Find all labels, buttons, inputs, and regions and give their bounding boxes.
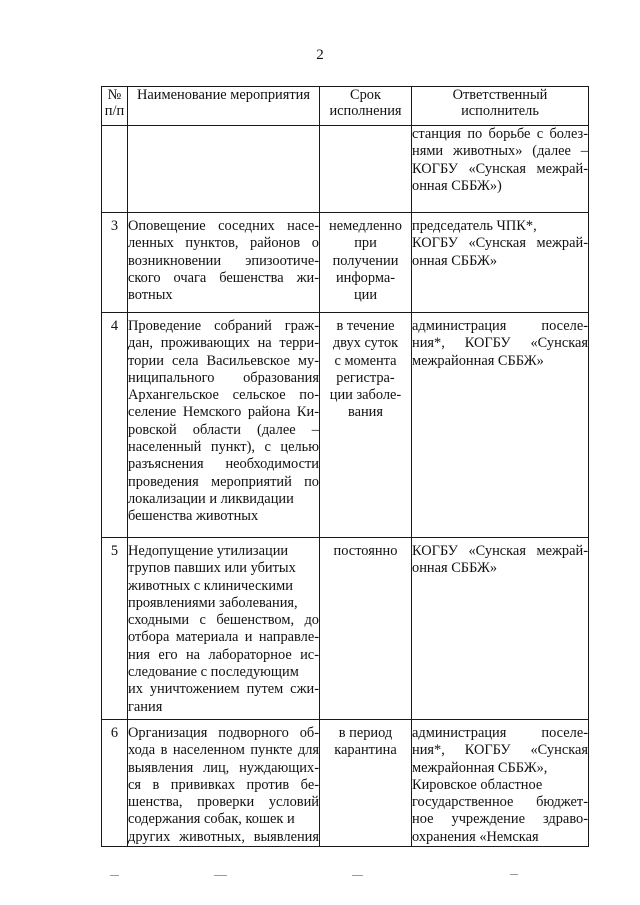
text-line: Недопущение утилизации [128,543,289,559]
header-term [320,87,412,126]
row-responsible [412,126,589,213]
text-line: хода в населенном пункте для [128,742,319,759]
text-line: других животных, выявления [128,828,319,845]
page-number: 2 [316,47,324,63]
row-term [320,720,412,847]
header-name-label: Наименование мероприятия [137,87,310,103]
header-number-line: п/п [104,103,125,119]
text-line: ленных пунктов, районов о [128,235,319,252]
scan-artifact [110,875,119,876]
header-term-line: исполнения [329,103,402,119]
row-responsible [412,313,589,538]
row-activity [128,720,320,847]
text-line: с момента [334,352,397,369]
text-line: бешенства животных [128,508,259,525]
header-responsible [412,87,589,126]
header-number [102,87,128,126]
text-line: Архангельское сельское по- [128,387,319,404]
text-line: шенства, проверки условий [128,794,319,811]
table-row [102,213,589,313]
text-line: получении [332,252,399,269]
scan-artifact [510,874,518,875]
text-line: ния*, КОГБУ «Сунская [412,335,588,352]
scan-artifact [214,875,227,876]
text-line: тории села Васильевское му- [128,352,319,369]
row-responsible [412,213,589,313]
text-line: онная СББЖ» [412,252,498,269]
text-line: администрация поселе- [412,318,588,334]
row-responsible [412,720,589,847]
text-line: карантина [334,742,397,759]
text-line: регистра- [336,369,395,386]
text-line: ции заболе- [329,387,402,404]
row-responsible [412,538,589,720]
table-row [102,538,589,720]
text-line: станция по борьбе с болез- [412,126,588,142]
text-line: онная СББЖ» [412,560,498,577]
text-line: гания [128,698,163,715]
scan-artifact [352,875,363,876]
row-number: 6 [102,720,128,847]
text-line: КОГБУ «Сунская межрай- [412,235,588,252]
text-line: локализации и ликвидации [128,490,294,507]
text-line: КОГБУ «Сунская межрай- [412,543,588,559]
header-number-line: № [107,87,122,103]
text-line: Кировское областное [412,776,543,793]
text-line: их уничтожением путем сжи- [128,681,319,698]
text-line: ниципального образования [128,369,319,386]
text-line: разъяснения необходимости [128,456,319,473]
table-row [102,126,589,213]
text-line: администрация поселе- [412,725,588,741]
text-line: ся в прививках против бе- [128,776,319,793]
table-row [102,720,589,847]
row-activity [128,538,320,720]
text-line: в течение [336,318,395,334]
row-term [320,213,412,313]
text-line: ния*, КОГБУ «Сунская [412,742,588,759]
text-line: ровской области (далее – [128,421,319,438]
text-line: проявлениями заболевания, [128,594,298,611]
text-line: Оповещение соседних насе- [128,218,319,234]
row-activity [128,313,320,538]
text-line: отбора материала и направле- [128,629,319,646]
text-line: межрайонная СББЖ», [412,759,548,776]
text-line: КОГБУ «Сунская межрай- [412,160,588,177]
text-line: ния его на лабораторное ис- [128,646,319,663]
text-line: постоянно [333,543,398,559]
text-line: селение Немского района Ки- [128,404,319,421]
text-line: в период [338,725,393,741]
row-number [102,126,128,213]
row-term [320,126,412,213]
text-line: немедленно [329,218,402,234]
row-term [320,538,412,720]
text-line: ное учреждение здраво- [412,811,588,828]
text-line: при [354,235,377,252]
text-line: проведения мероприятий по [128,473,319,490]
text-line: вания [347,404,383,421]
header-responsible-line: исполнитель [461,103,539,119]
text-line: выявления лиц, нуждающих- [128,759,319,776]
text-line: Проведение собраний граж- [128,318,319,334]
measures-table [101,86,589,847]
row-term [320,313,412,538]
text-line: населенный пункт), с целью [128,439,319,456]
text-line: дан, проживающих на терри- [128,335,319,352]
text-line: ского очага бешенства жи- [128,269,319,286]
header-name [128,87,320,126]
text-line: информа- [335,269,396,286]
text-line: охранения «Немская [412,828,539,845]
row-activity [128,126,320,213]
row-activity [128,213,320,313]
row-number: 4 [102,313,128,538]
header-responsible-line: Ответственный [452,87,548,103]
text-line: двух суток [332,335,399,352]
text-line: сходными с бешенством, до [128,612,319,629]
text-line: следование с последующим [128,664,299,681]
table-row [102,313,589,538]
text-line: возникновении эпизоотиче- [128,252,319,269]
text-line: председатель ЧПК*, [412,218,537,234]
text-line: трупов павших или убитых [128,560,296,577]
text-line: Организация подворного об- [128,725,319,741]
text-line: вотных [128,287,173,304]
text-line: содержания собак, кошек и [128,811,295,828]
text-line: ции [353,287,378,304]
text-line: онная СББЖ») [412,177,502,194]
header-term-line: Срок [350,87,381,103]
text-line: нями животных» (далее – [412,143,588,160]
row-number: 5 [102,538,128,720]
text-line: государственное бюджет- [412,794,588,811]
table-header-row [102,87,589,126]
text-line: животных с клиническими [128,577,293,594]
text-line: межрайонная СББЖ» [412,352,544,369]
row-number: 3 [102,213,128,313]
